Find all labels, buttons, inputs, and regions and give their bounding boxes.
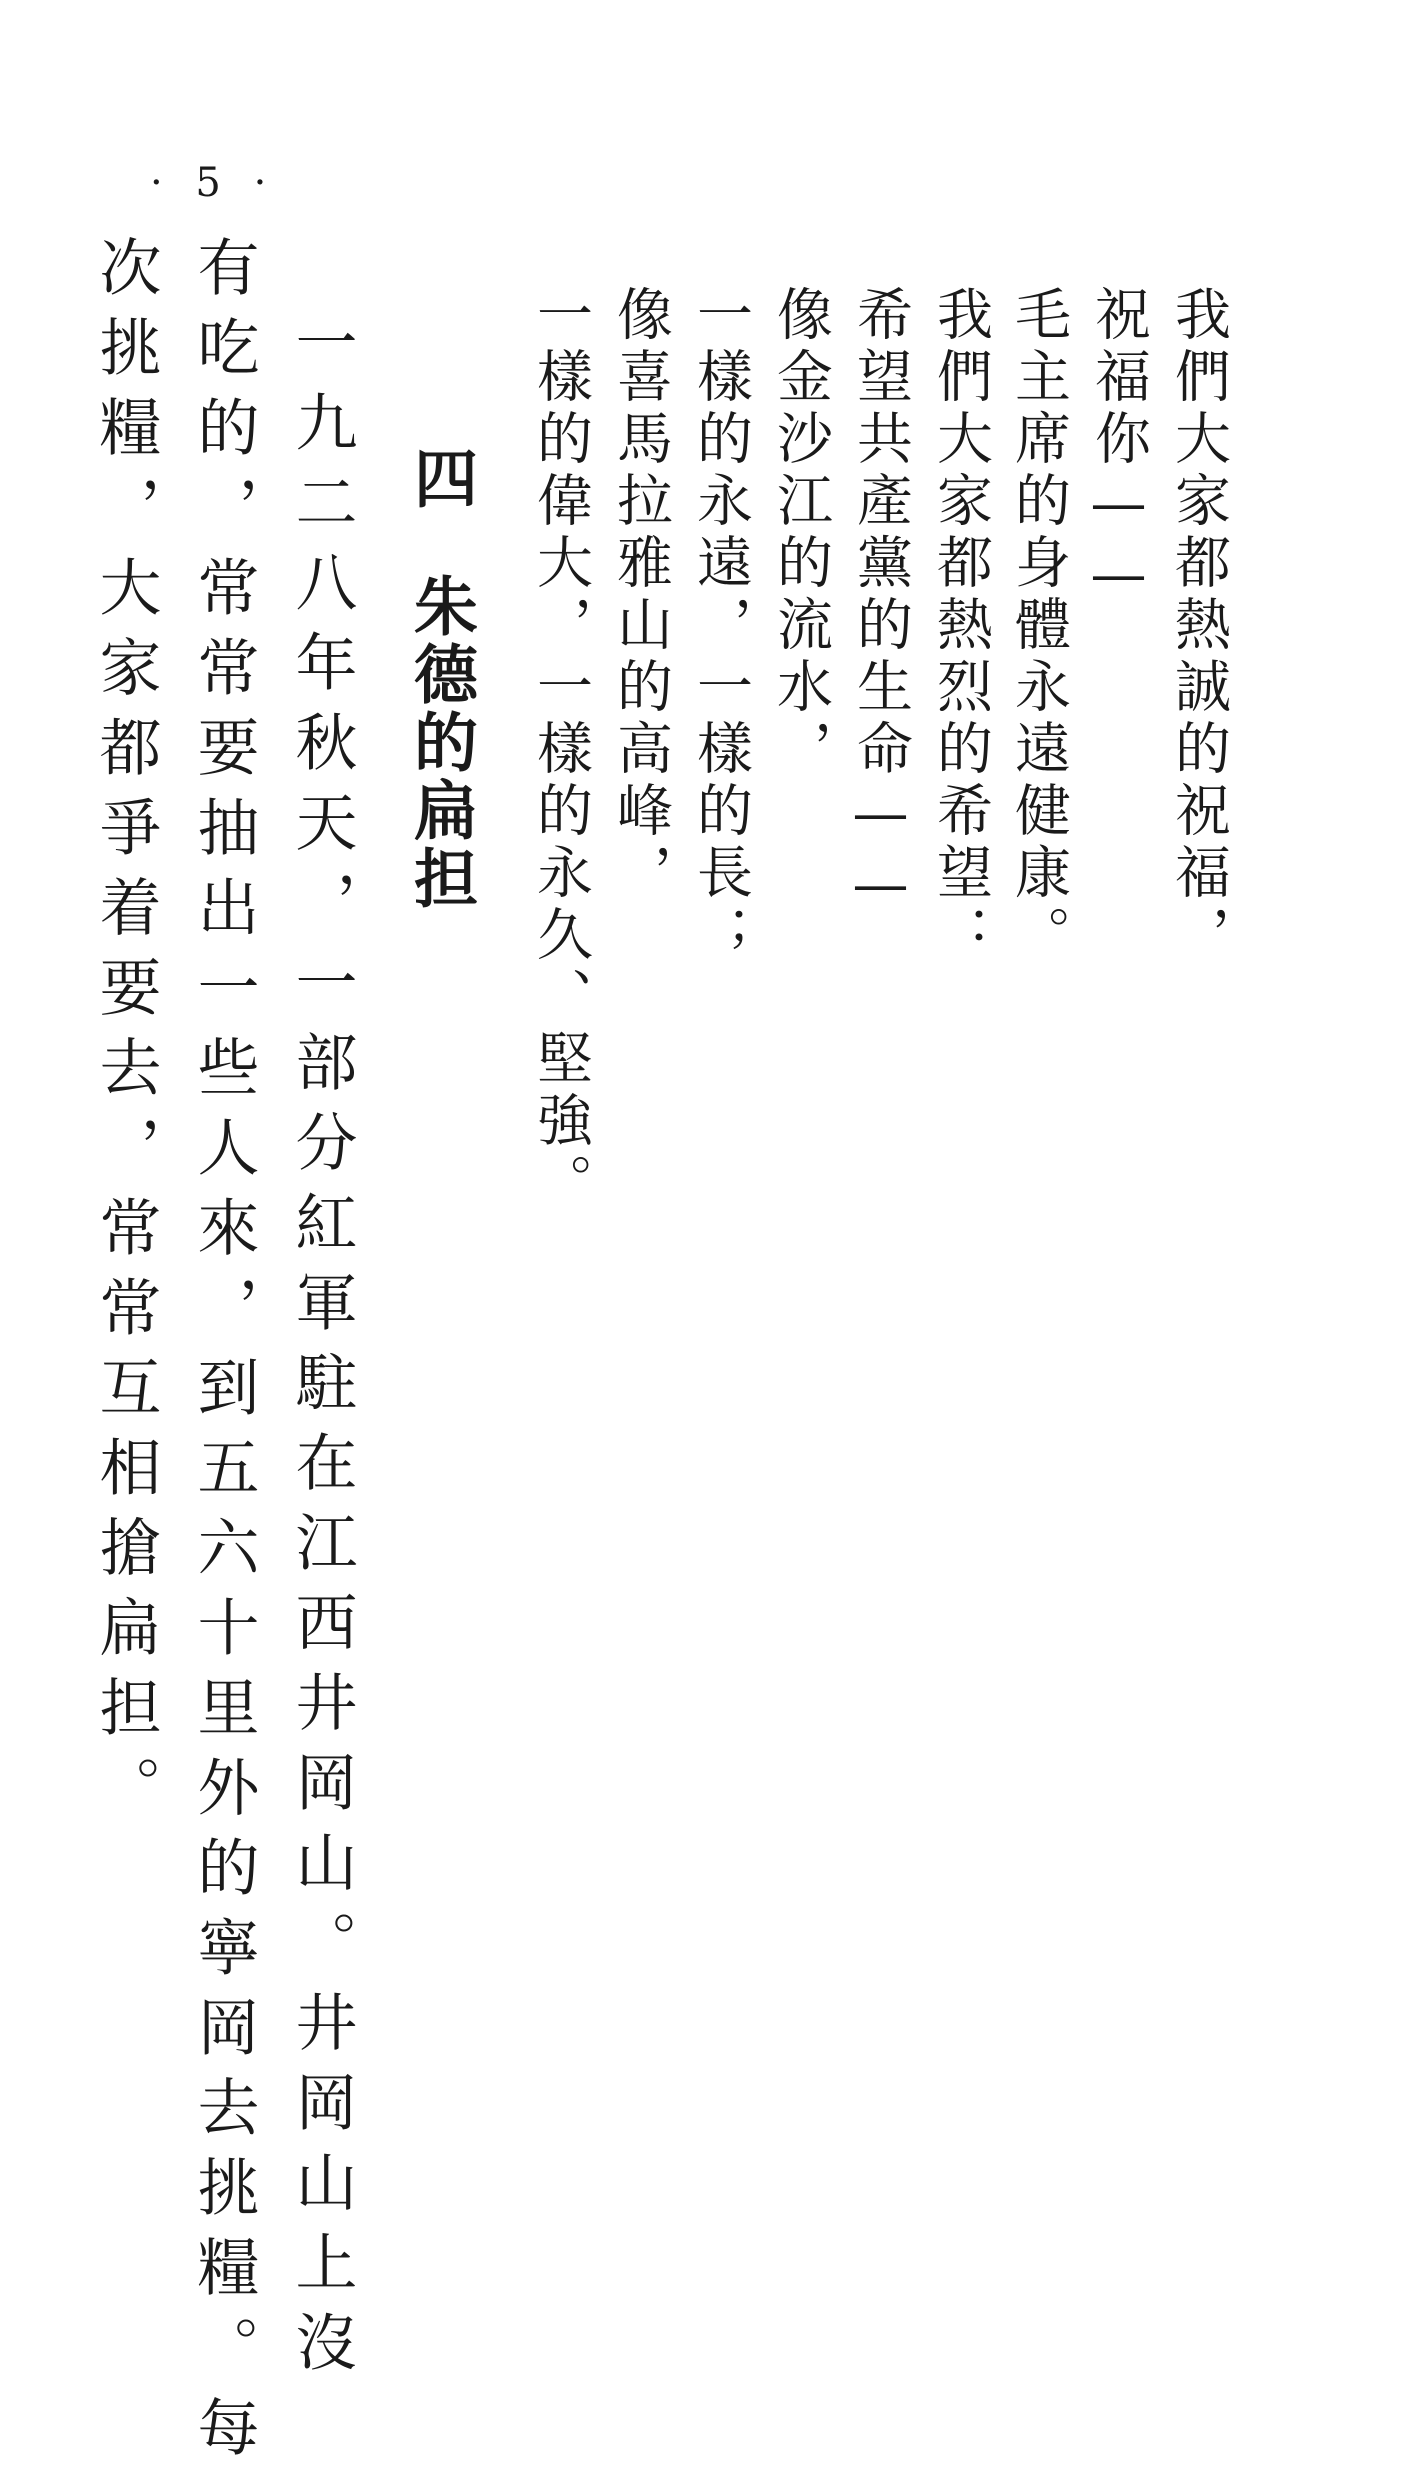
chapter-number: 四 bbox=[403, 445, 478, 513]
poem-line-3: 毛主席的身體永遠健康。 bbox=[1006, 285, 1071, 967]
poem-line-9: 一樣的偉大，一樣的永久、堅強。 bbox=[528, 285, 593, 1215]
poem-line-1: 我們大家都熱誠的祝福， bbox=[1166, 285, 1231, 967]
poem-line-7: 一樣的永遠，一樣的長； bbox=[688, 285, 753, 967]
chapter-title: 朱德的扁担 bbox=[403, 573, 478, 913]
poem-line-5: 希望共產黨的生命—— bbox=[848, 285, 913, 923]
poem-line-2: 祝福你—— bbox=[1086, 285, 1151, 613]
chapter-heading bbox=[403, 445, 478, 913]
poem-line-4: 我們大家都熱烈的希望： bbox=[928, 285, 993, 967]
prose-line-1: 一九二八年秋天，一部分紅軍駐在江西井岡山。井岡山上沒 bbox=[285, 310, 358, 2390]
poem-line-6: 像金沙江的流水， bbox=[768, 285, 833, 781]
prose-line-2: 有吃的，常常要抽出一些人來，到五六十里外的寧岡去挑糧。每 bbox=[187, 235, 260, 2475]
prose-line-3: 次挑糧，大家都爭着要去，常常互相搶扁担。 bbox=[89, 235, 162, 1835]
page-number: · 5 · bbox=[150, 160, 277, 206]
poem-line-8: 像喜馬拉雅山的高峰， bbox=[608, 285, 673, 905]
